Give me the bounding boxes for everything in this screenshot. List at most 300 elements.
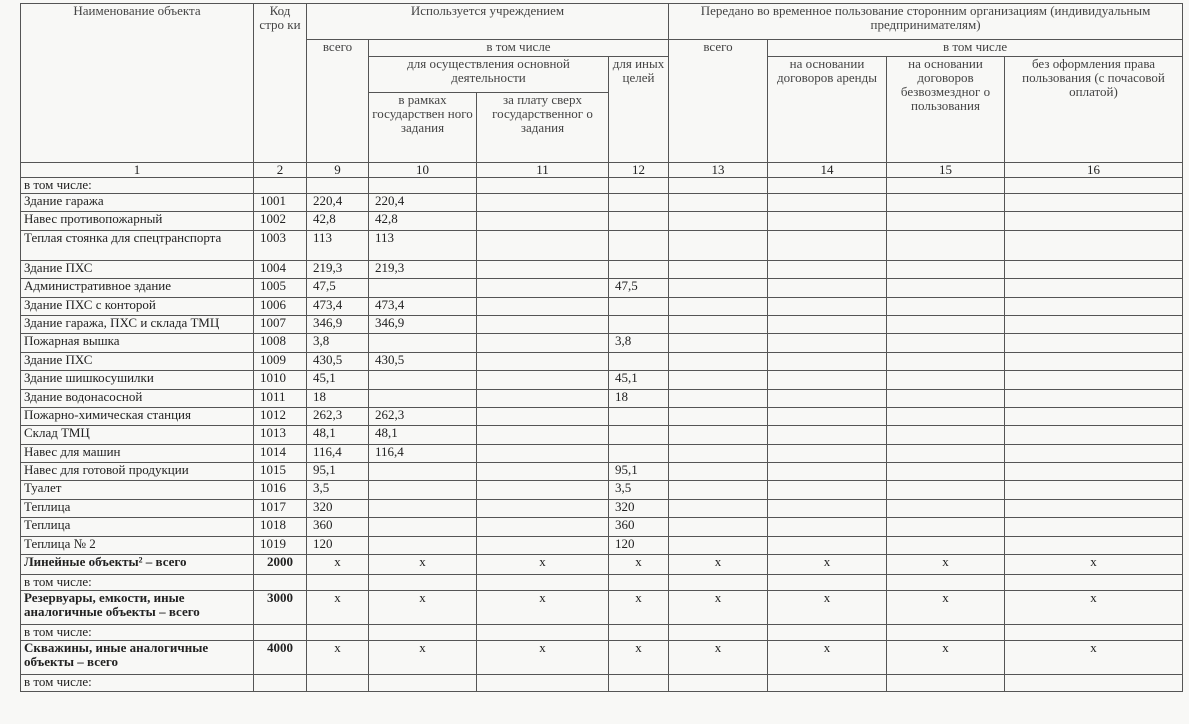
empty-cell xyxy=(669,297,768,315)
other-purposes-value xyxy=(609,212,669,230)
header-name-column: Наименование объекта xyxy=(21,4,254,163)
used-total-value: 430,5 xyxy=(307,352,369,370)
empty-cell xyxy=(887,625,1005,641)
object-name: Пожарная вышка xyxy=(21,334,254,352)
used-total-value: 116,4 xyxy=(307,444,369,462)
empty-cell xyxy=(669,518,768,536)
empty-cell xyxy=(1005,444,1183,462)
header-state-task: в рамках государствен ного задания xyxy=(369,93,477,163)
row-code: 1017 xyxy=(254,499,307,517)
paid-over-value xyxy=(477,444,609,462)
table-row xyxy=(21,499,1183,517)
not-applicable-mark: x xyxy=(669,555,768,575)
used-total-value: 219,3 xyxy=(307,260,369,278)
empty-cell xyxy=(669,279,768,297)
not-applicable-mark: x xyxy=(1005,641,1183,675)
empty-cell xyxy=(768,389,887,407)
empty-cell xyxy=(887,499,1005,517)
header-transferred-including: в том числе xyxy=(768,40,1183,57)
object-name: Навес для готовой продукции xyxy=(21,463,254,481)
empty-cell xyxy=(768,315,887,333)
used-total-value: 3,8 xyxy=(307,334,369,352)
empty-cell xyxy=(887,178,1005,194)
row-code: 1013 xyxy=(254,426,307,444)
empty-cell xyxy=(887,315,1005,333)
not-applicable-mark: x xyxy=(768,555,887,575)
used-total-value: 113 xyxy=(307,230,369,260)
object-name: Теплица № 2 xyxy=(21,536,254,554)
empty-cell xyxy=(1005,389,1183,407)
table-row xyxy=(21,518,1183,536)
row-code: 1007 xyxy=(254,315,307,333)
paid-over-value xyxy=(477,315,609,333)
including-label: в том числе: xyxy=(21,675,254,692)
empty-cell xyxy=(307,178,369,194)
not-applicable-mark: x xyxy=(609,591,669,625)
empty-cell xyxy=(768,334,887,352)
row-code: 1004 xyxy=(254,260,307,278)
empty-cell xyxy=(768,230,887,260)
empty-cell xyxy=(254,575,307,591)
empty-cell xyxy=(1005,194,1183,212)
other-purposes-value: 47,5 xyxy=(609,279,669,297)
empty-cell xyxy=(254,178,307,194)
not-applicable-mark: x xyxy=(887,591,1005,625)
col-number: 2 xyxy=(254,163,307,178)
not-applicable-mark: x xyxy=(609,555,669,575)
other-purposes-value: 3,8 xyxy=(609,334,669,352)
row-code: 1014 xyxy=(254,444,307,462)
other-purposes-value xyxy=(609,194,669,212)
table-row xyxy=(21,297,1183,315)
table-row xyxy=(21,279,1183,297)
other-purposes-value: 45,1 xyxy=(609,371,669,389)
table-row xyxy=(21,212,1183,230)
including-label: в том числе: xyxy=(21,178,254,194)
object-name: Теплица xyxy=(21,518,254,536)
empty-cell xyxy=(609,575,669,591)
empty-cell xyxy=(1005,371,1183,389)
empty-cell xyxy=(887,279,1005,297)
empty-cell xyxy=(1005,212,1183,230)
empty-cell xyxy=(669,194,768,212)
empty-cell xyxy=(768,212,887,230)
empty-cell xyxy=(887,352,1005,370)
object-name: Теплица xyxy=(21,499,254,517)
state-task-value: 430,5 xyxy=(369,352,477,370)
empty-cell xyxy=(1005,334,1183,352)
not-applicable-mark: x xyxy=(669,641,768,675)
empty-cell xyxy=(369,675,477,692)
empty-cell xyxy=(369,625,477,641)
summary-name: Скважины, иные аналогичные объекты – всего xyxy=(21,641,254,675)
state-task-value xyxy=(369,334,477,352)
empty-cell xyxy=(768,575,887,591)
not-applicable-mark: x xyxy=(768,591,887,625)
table-row xyxy=(21,194,1183,212)
other-purposes-value xyxy=(609,260,669,278)
empty-cell xyxy=(1005,260,1183,278)
including-label: в том числе: xyxy=(21,625,254,641)
table-row xyxy=(21,463,1183,481)
state-task-value: 220,4 xyxy=(369,194,477,212)
used-total-value: 47,5 xyxy=(307,279,369,297)
used-total-value: 320 xyxy=(307,499,369,517)
empty-cell xyxy=(887,407,1005,425)
table-row xyxy=(21,260,1183,278)
not-applicable-mark: x xyxy=(1005,555,1183,575)
object-name: Здание ПХС xyxy=(21,260,254,278)
empty-cell xyxy=(669,352,768,370)
empty-cell xyxy=(768,194,887,212)
empty-cell xyxy=(669,444,768,462)
empty-cell xyxy=(768,675,887,692)
other-purposes-value: 360 xyxy=(609,518,669,536)
not-applicable-mark: x xyxy=(477,641,609,675)
not-applicable-mark: x xyxy=(1005,591,1183,625)
empty-cell xyxy=(887,389,1005,407)
col-number: 14 xyxy=(768,163,887,178)
empty-cell xyxy=(1005,426,1183,444)
paid-over-value xyxy=(477,297,609,315)
col-number: 1 xyxy=(21,163,254,178)
header-transferred-group: Передано во временное пользование сторонним организациям (индивидуальным предпринимателям) xyxy=(669,4,1183,40)
header-code-column: Код стро ки xyxy=(254,4,307,163)
header-transferred-total: всего xyxy=(669,40,768,163)
empty-cell xyxy=(887,212,1005,230)
empty-cell xyxy=(669,407,768,425)
col-number: 13 xyxy=(669,163,768,178)
empty-cell xyxy=(887,426,1005,444)
empty-cell xyxy=(477,575,609,591)
empty-cell xyxy=(887,260,1005,278)
paid-over-value xyxy=(477,426,609,444)
table-row xyxy=(21,389,1183,407)
object-name: Здание гаража, ПХС и склада ТМЦ xyxy=(21,315,254,333)
empty-cell xyxy=(669,675,768,692)
used-total-value: 220,4 xyxy=(307,194,369,212)
empty-cell xyxy=(887,371,1005,389)
summary-row xyxy=(21,555,1183,575)
state-task-value: 116,4 xyxy=(369,444,477,462)
state-task-value xyxy=(369,279,477,297)
row-code: 1001 xyxy=(254,194,307,212)
empty-cell xyxy=(1005,518,1183,536)
object-name: Административное здание xyxy=(21,279,254,297)
table-row xyxy=(21,407,1183,425)
table-body xyxy=(21,178,1183,692)
paid-over-value xyxy=(477,230,609,260)
other-purposes-value: 120 xyxy=(609,536,669,554)
object-name: Навес противопожарный xyxy=(21,212,254,230)
state-task-value xyxy=(369,389,477,407)
paid-over-value xyxy=(477,481,609,499)
header-main-activity: для осуществления основной деятельности xyxy=(369,57,609,93)
used-total-value: 360 xyxy=(307,518,369,536)
paid-over-value xyxy=(477,536,609,554)
row-code: 1018 xyxy=(254,518,307,536)
col-number: 15 xyxy=(887,163,1005,178)
state-task-value xyxy=(369,536,477,554)
empty-cell xyxy=(768,371,887,389)
empty-cell xyxy=(254,625,307,641)
state-task-value: 42,8 xyxy=(369,212,477,230)
empty-cell xyxy=(1005,481,1183,499)
empty-cell xyxy=(669,371,768,389)
including-row xyxy=(21,575,1183,591)
empty-cell xyxy=(1005,463,1183,481)
empty-cell xyxy=(768,279,887,297)
empty-cell xyxy=(669,481,768,499)
header-free-use: на основании договоров безвозмездног о пользования xyxy=(887,57,1005,163)
empty-cell xyxy=(477,675,609,692)
empty-cell xyxy=(609,178,669,194)
row-code: 1005 xyxy=(254,279,307,297)
empty-cell xyxy=(609,625,669,641)
empty-cell xyxy=(887,536,1005,554)
object-name: Здание гаража xyxy=(21,194,254,212)
table-row xyxy=(21,352,1183,370)
empty-cell xyxy=(1005,315,1183,333)
other-purposes-value xyxy=(609,407,669,425)
empty-cell xyxy=(1005,352,1183,370)
table-header xyxy=(21,4,1183,178)
object-name: Здание водонасосной xyxy=(21,389,254,407)
other-purposes-value xyxy=(609,315,669,333)
used-total-value: 42,8 xyxy=(307,212,369,230)
not-applicable-mark: x xyxy=(669,591,768,625)
empty-cell xyxy=(887,675,1005,692)
empty-cell xyxy=(1005,675,1183,692)
paid-over-value xyxy=(477,352,609,370)
property-usage-table xyxy=(20,3,1183,692)
other-purposes-value xyxy=(609,426,669,444)
empty-cell xyxy=(1005,297,1183,315)
object-name: Туалет xyxy=(21,481,254,499)
state-task-value xyxy=(369,463,477,481)
empty-cell xyxy=(887,230,1005,260)
row-code: 1009 xyxy=(254,352,307,370)
empty-cell xyxy=(768,426,887,444)
header-hourly: без оформления права пользования (с почасовой оплатой) xyxy=(1005,57,1183,163)
empty-cell xyxy=(669,315,768,333)
object-name: Здание ПХС с конторой xyxy=(21,297,254,315)
paid-over-value xyxy=(477,463,609,481)
summary-row xyxy=(21,641,1183,675)
used-total-value: 18 xyxy=(307,389,369,407)
row-code: 1006 xyxy=(254,297,307,315)
row-code: 1019 xyxy=(254,536,307,554)
state-task-value xyxy=(369,481,477,499)
other-purposes-value: 320 xyxy=(609,499,669,517)
col-number: 9 xyxy=(307,163,369,178)
table-row xyxy=(21,315,1183,333)
paid-over-value xyxy=(477,389,609,407)
paid-over-value xyxy=(477,260,609,278)
empty-cell xyxy=(477,178,609,194)
col-number: 16 xyxy=(1005,163,1183,178)
object-name: Навес для машин xyxy=(21,444,254,462)
table-row xyxy=(21,371,1183,389)
empty-cell xyxy=(254,675,307,692)
empty-cell xyxy=(1005,230,1183,260)
state-task-value xyxy=(369,371,477,389)
empty-cell xyxy=(1005,499,1183,517)
not-applicable-mark: x xyxy=(369,641,477,675)
empty-cell xyxy=(887,297,1005,315)
empty-cell xyxy=(609,675,669,692)
empty-cell xyxy=(369,575,477,591)
other-purposes-value: 18 xyxy=(609,389,669,407)
paid-over-value xyxy=(477,518,609,536)
row-code: 1008 xyxy=(254,334,307,352)
used-total-value: 120 xyxy=(307,536,369,554)
paid-over-value xyxy=(477,371,609,389)
not-applicable-mark: x xyxy=(307,591,369,625)
empty-cell xyxy=(768,260,887,278)
col-number: 11 xyxy=(477,163,609,178)
object-name: Пожарно-химическая станция xyxy=(21,407,254,425)
state-task-value: 473,4 xyxy=(369,297,477,315)
empty-cell xyxy=(307,575,369,591)
empty-cell xyxy=(768,444,887,462)
paid-over-value xyxy=(477,334,609,352)
other-purposes-value xyxy=(609,230,669,260)
other-purposes-value xyxy=(609,297,669,315)
empty-cell xyxy=(887,334,1005,352)
object-name: Здание шишкосушилки xyxy=(21,371,254,389)
empty-cell xyxy=(1005,279,1183,297)
object-name: Склад ТМЦ xyxy=(21,426,254,444)
other-purposes-value xyxy=(609,444,669,462)
row-code: 1010 xyxy=(254,371,307,389)
table-row xyxy=(21,426,1183,444)
summary-code: 4000 xyxy=(254,641,307,675)
empty-cell xyxy=(669,426,768,444)
state-task-value: 113 xyxy=(369,230,477,260)
empty-cell xyxy=(669,334,768,352)
header-used-total: всего xyxy=(307,40,369,163)
empty-cell xyxy=(669,536,768,554)
empty-cell xyxy=(768,463,887,481)
used-total-value: 45,1 xyxy=(307,371,369,389)
header-lease: на основании договоров аренды xyxy=(768,57,887,163)
summary-row xyxy=(21,591,1183,625)
empty-cell xyxy=(669,499,768,517)
empty-cell xyxy=(1005,407,1183,425)
col-number: 10 xyxy=(369,163,477,178)
table-row xyxy=(21,444,1183,462)
header-paid-over: за плату сверх государственног о задания xyxy=(477,93,609,163)
paid-over-value xyxy=(477,212,609,230)
paid-over-value xyxy=(477,279,609,297)
not-applicable-mark: x xyxy=(477,591,609,625)
other-purposes-value: 3,5 xyxy=(609,481,669,499)
table-row xyxy=(21,536,1183,554)
empty-cell xyxy=(768,407,887,425)
summary-name: Линейные объекты² – всего xyxy=(21,555,254,575)
paid-over-value xyxy=(477,407,609,425)
not-applicable-mark: x xyxy=(369,555,477,575)
table-row xyxy=(21,334,1183,352)
not-applicable-mark: x xyxy=(609,641,669,675)
used-total-value: 473,4 xyxy=(307,297,369,315)
row-code: 1003 xyxy=(254,230,307,260)
empty-cell xyxy=(768,481,887,499)
empty-cell xyxy=(1005,178,1183,194)
empty-cell xyxy=(669,260,768,278)
empty-cell xyxy=(768,625,887,641)
summary-code: 2000 xyxy=(254,555,307,575)
empty-cell xyxy=(669,463,768,481)
paid-over-value xyxy=(477,194,609,212)
other-purposes-value xyxy=(609,352,669,370)
other-purposes-value: 95,1 xyxy=(609,463,669,481)
state-task-value: 48,1 xyxy=(369,426,477,444)
used-total-value: 95,1 xyxy=(307,463,369,481)
col-number: 12 xyxy=(609,163,669,178)
row-code: 1011 xyxy=(254,389,307,407)
summary-name: Резервуары, емкости, иные аналогичные объекты – всего xyxy=(21,591,254,625)
row-code: 1002 xyxy=(254,212,307,230)
empty-cell xyxy=(669,389,768,407)
used-total-value: 262,3 xyxy=(307,407,369,425)
state-task-value xyxy=(369,518,477,536)
empty-cell xyxy=(369,178,477,194)
row-code: 1012 xyxy=(254,407,307,425)
not-applicable-mark: x xyxy=(887,641,1005,675)
empty-cell xyxy=(887,481,1005,499)
empty-cell xyxy=(307,675,369,692)
used-total-value: 48,1 xyxy=(307,426,369,444)
empty-cell xyxy=(1005,575,1183,591)
empty-cell xyxy=(669,625,768,641)
used-total-value: 3,5 xyxy=(307,481,369,499)
paid-over-value xyxy=(477,499,609,517)
header-other-purposes: для иных целей xyxy=(609,57,669,163)
not-applicable-mark: x xyxy=(307,555,369,575)
header-used-group: Используется учреждением xyxy=(307,4,669,40)
empty-cell xyxy=(1005,625,1183,641)
empty-cell xyxy=(768,297,887,315)
table-row xyxy=(21,481,1183,499)
not-applicable-mark: x xyxy=(768,641,887,675)
state-task-value: 346,9 xyxy=(369,315,477,333)
empty-cell xyxy=(768,352,887,370)
empty-cell xyxy=(307,625,369,641)
object-name: Теплая стоянка для спецтранспорта xyxy=(21,230,254,260)
empty-cell xyxy=(887,444,1005,462)
not-applicable-mark: x xyxy=(307,641,369,675)
not-applicable-mark: x xyxy=(887,555,1005,575)
object-name: Здание ПХС xyxy=(21,352,254,370)
empty-cell xyxy=(887,463,1005,481)
empty-cell xyxy=(669,212,768,230)
empty-cell xyxy=(768,536,887,554)
empty-cell xyxy=(669,575,768,591)
not-applicable-mark: x xyxy=(369,591,477,625)
table-row xyxy=(21,230,1183,260)
column-number-row xyxy=(21,163,1183,178)
empty-cell xyxy=(669,178,768,194)
including-row xyxy=(21,675,1183,692)
state-task-value: 219,3 xyxy=(369,260,477,278)
row-code: 1015 xyxy=(254,463,307,481)
summary-code: 3000 xyxy=(254,591,307,625)
empty-cell xyxy=(887,194,1005,212)
empty-cell xyxy=(669,230,768,260)
including-label: в том числе: xyxy=(21,575,254,591)
